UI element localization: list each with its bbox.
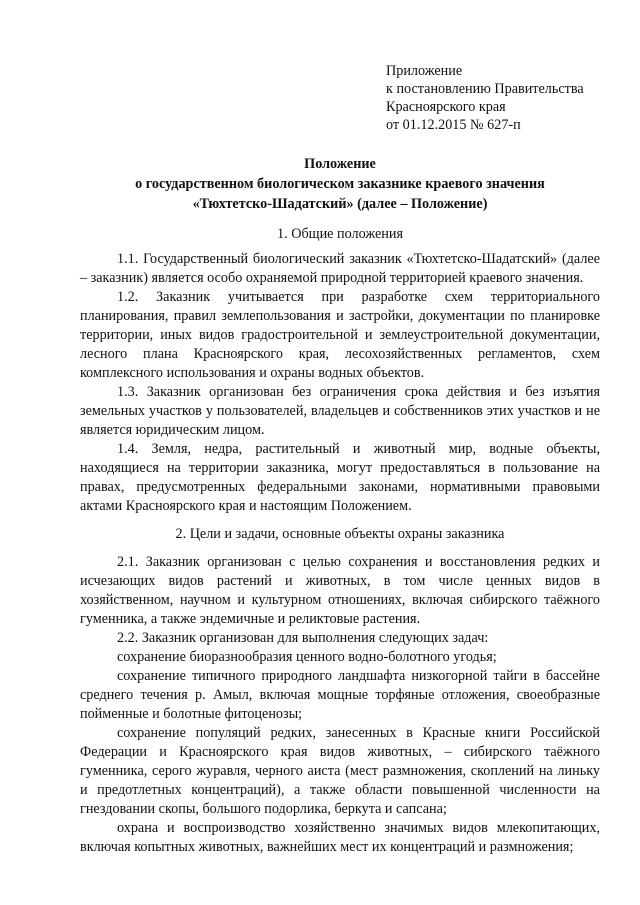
task-item: охрана и воспроизводство хозяйственно значимых видов млекопитающих, включая копытных животных, важнейших мест их концентраций и размножения;: [80, 820, 600, 855]
paragraph-1-2: 1.2. Заказник учитывается при разработке схем территориального планирования, правил землепользования и застройки, документации по планировке территории, иных видов градостроительной и землеустроительной документации, лесного плана Красноярского края, лесохозяйственных регламентов, схем комплексного использования и охраны водных объектов.: [80, 289, 600, 381]
appendix-line: к постановлению Правительства: [386, 81, 584, 97]
paragraph-2-1: 2.1. Заказник организован с целью сохранения и восстановления редких и исчезающих видов растений и животных, в том числе ценных видов в хозяйственном, научном и культурном отношениях, включая сибирского таёжного гуменника, а также эндемичные и реликтовые растения.: [80, 554, 600, 627]
section-2-body: [80, 553, 600, 857]
task-item: сохранение популяций редких, занесенных в Красные книги Российской Федерации и Красноярского края видов животных, – сибирского таёжного гуменника, серого журавля, черного аиста (мест размножения, скоплений на линьку и предотлетных концентраций), а также области повышенной численности на гнездовании скопы, большого подорлика, беркута и сапсана;: [80, 725, 600, 817]
appendix-line: Красноярского края: [386, 99, 506, 115]
task-item: сохранение биоразнообразия ценного водно-болотного угодья;: [117, 649, 497, 665]
section-2-heading: 2. Цели и задачи, основные объекты охраны заказника: [175, 526, 505, 542]
appendix-date-line: от 01.12.2015 № 627-п: [386, 117, 521, 133]
paragraph-1-4: 1.4. Земля, недра, растительный и животный мир, водные объекты, находящиеся на территории заказника, могут предоставляться в пользование на правах, предусмотренных федеральными законами, нормативными правовыми актами Красноярского края и настоящим Положением.: [80, 441, 600, 514]
task-item: сохранение типичного природного ландшафта низкогорной тайги в бассейне среднего течения р. Амыл, включая мощные торфяные отложения, своеобразные пойменные и болотные фитоценозы;: [80, 668, 600, 722]
paragraph-2-2: 2.2. Заказник организован для выполнения следующих задач:: [117, 630, 489, 646]
section-1-body: [80, 250, 600, 516]
document-title: [80, 154, 600, 214]
paragraph-1-3: 1.3. Заказник организован без ограничения срока действия и без изъятия земельных участков у пользователей, владельцев и собственников этих участков и не является юридическим лицом.: [80, 384, 600, 438]
appendix-block: [386, 62, 584, 134]
title-line: «Тюхтетско-Шадатский» (далее – Положение): [192, 196, 488, 212]
title-line: о государственном биологическом заказнике краевого значения: [135, 176, 545, 192]
section-1-heading: 1. Общие положения: [277, 226, 403, 242]
title-line: Положение: [304, 156, 376, 172]
appendix-line: Приложение: [386, 63, 463, 79]
paragraph-1-1: 1.1. Государственный биологический заказник «Тюхтетско-Шадатский» (далее – заказник) является особо охраняемой природной территорией краевого значения.: [80, 251, 600, 286]
